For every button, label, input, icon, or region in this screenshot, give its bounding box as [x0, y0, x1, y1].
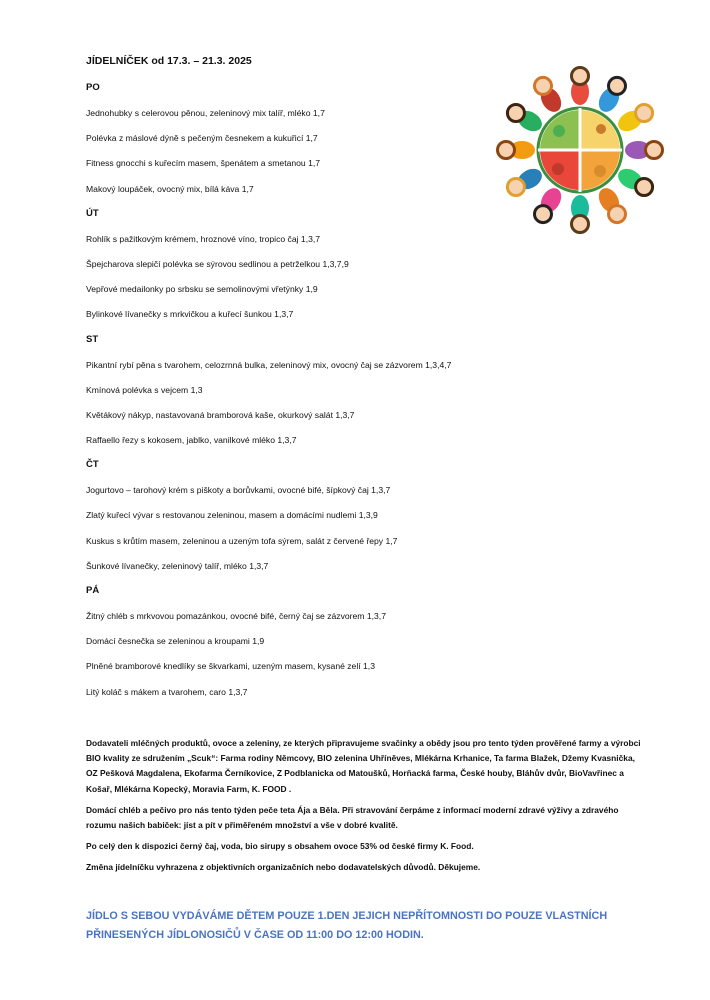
food-plate [538, 108, 622, 192]
child-head [609, 206, 626, 223]
weekly-menu [86, 80, 556, 709]
menu-item: Domácí česnečka se zeleninou a kroupami 1,9 [86, 636, 265, 647]
child-head [636, 179, 653, 196]
menu-item: Polévka z máslové dýně s pečeným česnekem a kukuřicí 1,7 [86, 133, 318, 144]
day-heading-po: PO [86, 82, 100, 93]
child-head [535, 77, 552, 94]
child-head [646, 142, 663, 159]
day-heading-ct: ČT [86, 459, 99, 471]
menu-item: Plněné bramborové knedlíky se škvarkami, uzeným masem, kysané zelí 1,3 [86, 661, 375, 672]
menu-item: Špejcharova slepičí polévka se sýrovou sedlinou a petrželkou 1,3,7,9 [86, 258, 349, 269]
menu-item: Šunkové lívanečky, zeleninový talíř, mléko 1,3,7 [86, 560, 269, 571]
child-head [507, 179, 524, 196]
menu-item: Zlatý kuřecí vývar s restovanou zeleninou, masem a domácími nudlemi 1,3,9 [86, 510, 378, 521]
menu-item: Kuskus s krůtím masem, zeleninou a uzeným tofa sýrem, salát z červené řepy 1,7 [86, 535, 398, 546]
menu-item: Jogurtovo – tarohový krém s piškoty a borůvkami, ovocné bifé, šípkový čaj 1,3,7 [86, 485, 391, 496]
menu-item: Makový loupáček, ovocný mix, bílá káva 1,7 [86, 183, 254, 194]
menu-item: Raffaello řezy s kokosem, jablko, vanilkové mléko 1,3,7 [86, 435, 297, 446]
info-suppliers: Dodavateli mléčných produktů, ovoce a zeleniny, ze kterých připravujeme svačinky a obědy jsou pro tento týden prověřené farmy a výrobci BIO kvality ze sdružením „Scuk“: Farma rodiny Němcovy, BIO zelenina Uhříněves, Mlékárna Krhanice, Ta farma Blažek, Džemy Kvasnička, OZ Pešková Magdalena, Ekofarma Černíkovice, Z Podblanicka od Matoušků, Horňacká farma, České houby, Bláhův dvůr, BioVavřinec a Košař, Mlékárna Kopecký, Moravia Farm, K. FOOD . [86, 738, 641, 794]
menu-item: Pikantní rybí pěna s tvarohem, celozrnná bulka, zeleninový mix, ovocný čaj se zázvorem 1,3,4,7 [86, 359, 452, 370]
menu-item: Kmínová polévka s vejcem 1,3 [86, 384, 203, 395]
info-bread: Domácí chléb a pečivo pro nás tento týden peče teta Ája a Běla. Při stravování čerpáme z informací moderní zdravé výživy a zdravého rozumu našich babiček: jíst a pít v přiměřeném množství a vše v dobré kvalitě. [86, 804, 619, 831]
menu-item: Květákový nákyp, nastavovaná bramborová kaše, okurkový salát 1,3,7 [86, 409, 355, 420]
child-head [507, 105, 524, 122]
menu-item: Rohlík s pažitkovým krémem, hroznové víno, tropico čaj 1,3,7 [86, 233, 321, 244]
day-heading-ut: ÚT [86, 207, 99, 219]
child-head [609, 77, 626, 94]
child-head [498, 142, 515, 159]
takeaway-notice: JÍDLO S SEBOU VYDÁVÁME DĚTEM POUZE 1.DEN JEJICH NEPŘÍTOMNOSTI DO POUZE VLASTNÍCH PŘINESENÝCH JÍDLONOSIČŮ V ČASE OD 11:00 DO 12:00 HODIN. [86, 910, 608, 941]
child-head [572, 68, 589, 85]
day-heading-st: ST [86, 333, 99, 345]
child-head [572, 216, 589, 233]
child-head [636, 105, 653, 122]
menu-item: Bylinkové lívanečky s mrkvičkou a kuřecí šunkou 1,3,7 [86, 309, 294, 320]
info-drinks: Po celý den k dispozici černý čaj, voda, bio sirupy s obsahem ovoce 53% od české firmy K. Food. [86, 841, 474, 852]
menu-item: Žitný chléb s mrkvovou pomazánkou, ovocné bifé, černý čaj se zázvorem 1,3,7 [86, 611, 386, 621]
menu-item: Vepřové medailonky po srbsku se semolinovými vřetýnky 1,9 [86, 284, 318, 295]
menu-item: Jednohubky s celerovou pěnou, zeleninový mix talíř, mléko 1,7 [86, 108, 325, 118]
children-food-plate-illustration [495, 65, 665, 235]
day-heading-pa: PÁ [86, 585, 100, 596]
menu-item: Fitness gnocchi s kuřecím masem, špenátem a smetanou 1,7 [86, 158, 321, 169]
menu-item: Litý koláč s mákem a tvarohem, caro 1,3,7 [86, 686, 248, 697]
child-head [535, 206, 552, 223]
supplier-info [86, 736, 646, 882]
menu-title: JÍDELNÍČEK od 17.3. – 21.3. 2025 [86, 55, 252, 67]
info-changes: Změna jídelníčku vyhrazena z objektivních organizačních nebo dodavatelských důvodů. Děkujeme. [86, 862, 481, 873]
